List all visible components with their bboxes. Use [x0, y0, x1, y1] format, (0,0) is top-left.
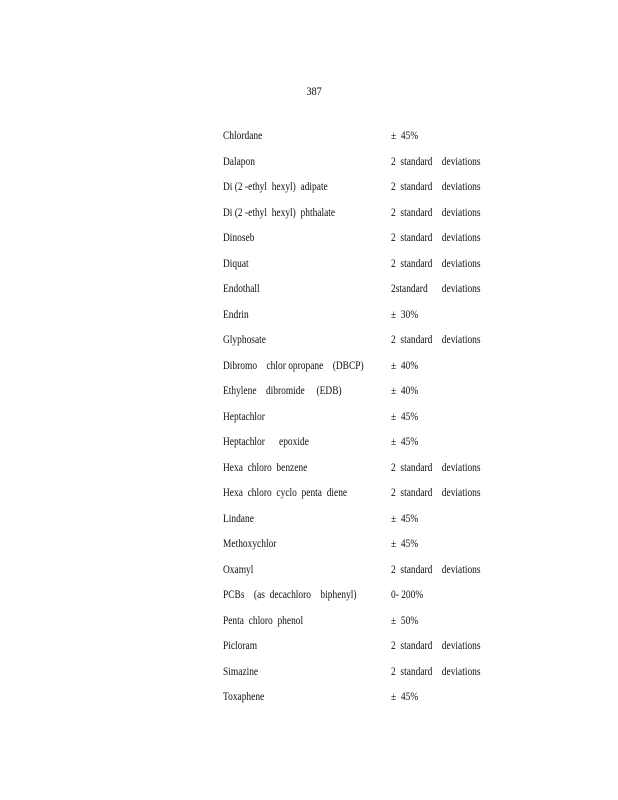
table-row [223, 665, 543, 691]
table-row [223, 180, 543, 206]
table-row [223, 129, 543, 155]
acceptance-limit: 2 standard deviations [391, 155, 481, 168]
acceptance-limit: 2 standard deviations [391, 257, 481, 270]
compound-name: Diquat [223, 257, 249, 270]
compound-name: Heptachlor [223, 410, 265, 423]
compound-name: Dinoseb [223, 232, 255, 244]
acceptance-limit: 2 standard deviations [391, 487, 481, 499]
compound-name: Oxamyl [223, 563, 254, 576]
compound-name: Ethylene dibromide (EDB) [223, 385, 342, 397]
acceptance-limit: 2 standard deviations [391, 232, 481, 244]
table-row [223, 308, 543, 334]
table-row [223, 359, 543, 385]
table-row [223, 614, 543, 640]
compound-name: PCBs (as decachloro biphenyl) [223, 589, 357, 601]
acceptance-limit: 0- 200% [391, 589, 424, 601]
table-row [223, 155, 543, 181]
acceptance-limit: ± 45% [391, 691, 419, 703]
acceptance-limit: ± 45% [391, 130, 419, 142]
acceptance-limit: ± 45% [391, 436, 419, 448]
compound-name: Penta chloro phenol [223, 614, 304, 627]
compound-name: Endrin [223, 308, 249, 321]
compound-name: Di (2 -ethyl hexyl) phthalate [223, 206, 336, 219]
compound-name: Dibromo chlor opropane (DBCP) [223, 359, 364, 372]
table-row [223, 461, 543, 487]
acceptance-limit: 2 standard deviations [391, 665, 481, 678]
table-row [223, 486, 543, 512]
acceptance-limit: ± 45% [391, 538, 419, 550]
acceptance-limit: ± 45% [391, 512, 419, 525]
compound-name: Heptachlor epoxide [223, 436, 309, 448]
compound-name: Chlordane [223, 130, 263, 142]
acceptance-limit: 2standard deviations [391, 283, 481, 295]
compound-name: Hexa chloro cyclo penta diene [223, 487, 348, 499]
acceptance-limits-table [223, 129, 543, 716]
compound-name: Di (2 -ethyl hexyl) adipate [223, 181, 328, 193]
compound-name: Glyphosate [223, 334, 266, 346]
compound-name: Lindane [223, 512, 254, 525]
acceptance-limit: 2 standard deviations [391, 206, 481, 219]
table-row [223, 588, 543, 614]
acceptance-limit: 2 standard deviations [391, 181, 481, 193]
compound-name: Picloram [223, 640, 258, 652]
acceptance-limit: 2 standard deviations [391, 640, 481, 652]
table-row [223, 333, 543, 359]
acceptance-limit: ± 40% [391, 385, 419, 397]
table-row [223, 435, 543, 461]
acceptance-limit: ± 50% [391, 614, 419, 627]
table-row [223, 384, 543, 410]
table-row [223, 639, 543, 665]
table-row [223, 410, 543, 436]
table-row [223, 257, 543, 283]
compound-name: Dalapon [223, 155, 255, 168]
acceptance-limit: 2 standard deviations [391, 461, 481, 474]
table-row [223, 690, 543, 716]
compound-name: Simazine [223, 665, 259, 678]
acceptance-limit: ± 30% [391, 308, 419, 321]
compound-name: Endothall [223, 283, 260, 295]
table-row [223, 206, 543, 232]
acceptance-limit: 2 standard deviations [391, 334, 481, 346]
acceptance-limit: 2 standard deviations [391, 563, 481, 576]
table-row [223, 282, 543, 308]
page-number: 387 [306, 84, 322, 98]
compound-name: Methoxychlor [223, 538, 277, 550]
table-row [223, 231, 543, 257]
compound-name: Toxaphene [223, 691, 265, 703]
acceptance-limit: ± 40% [391, 359, 419, 372]
acceptance-limit: ± 45% [391, 410, 419, 423]
compound-name: Hexa chloro benzene [223, 461, 308, 474]
table-row [223, 512, 543, 538]
table-row [223, 537, 543, 563]
table-row [223, 563, 543, 589]
